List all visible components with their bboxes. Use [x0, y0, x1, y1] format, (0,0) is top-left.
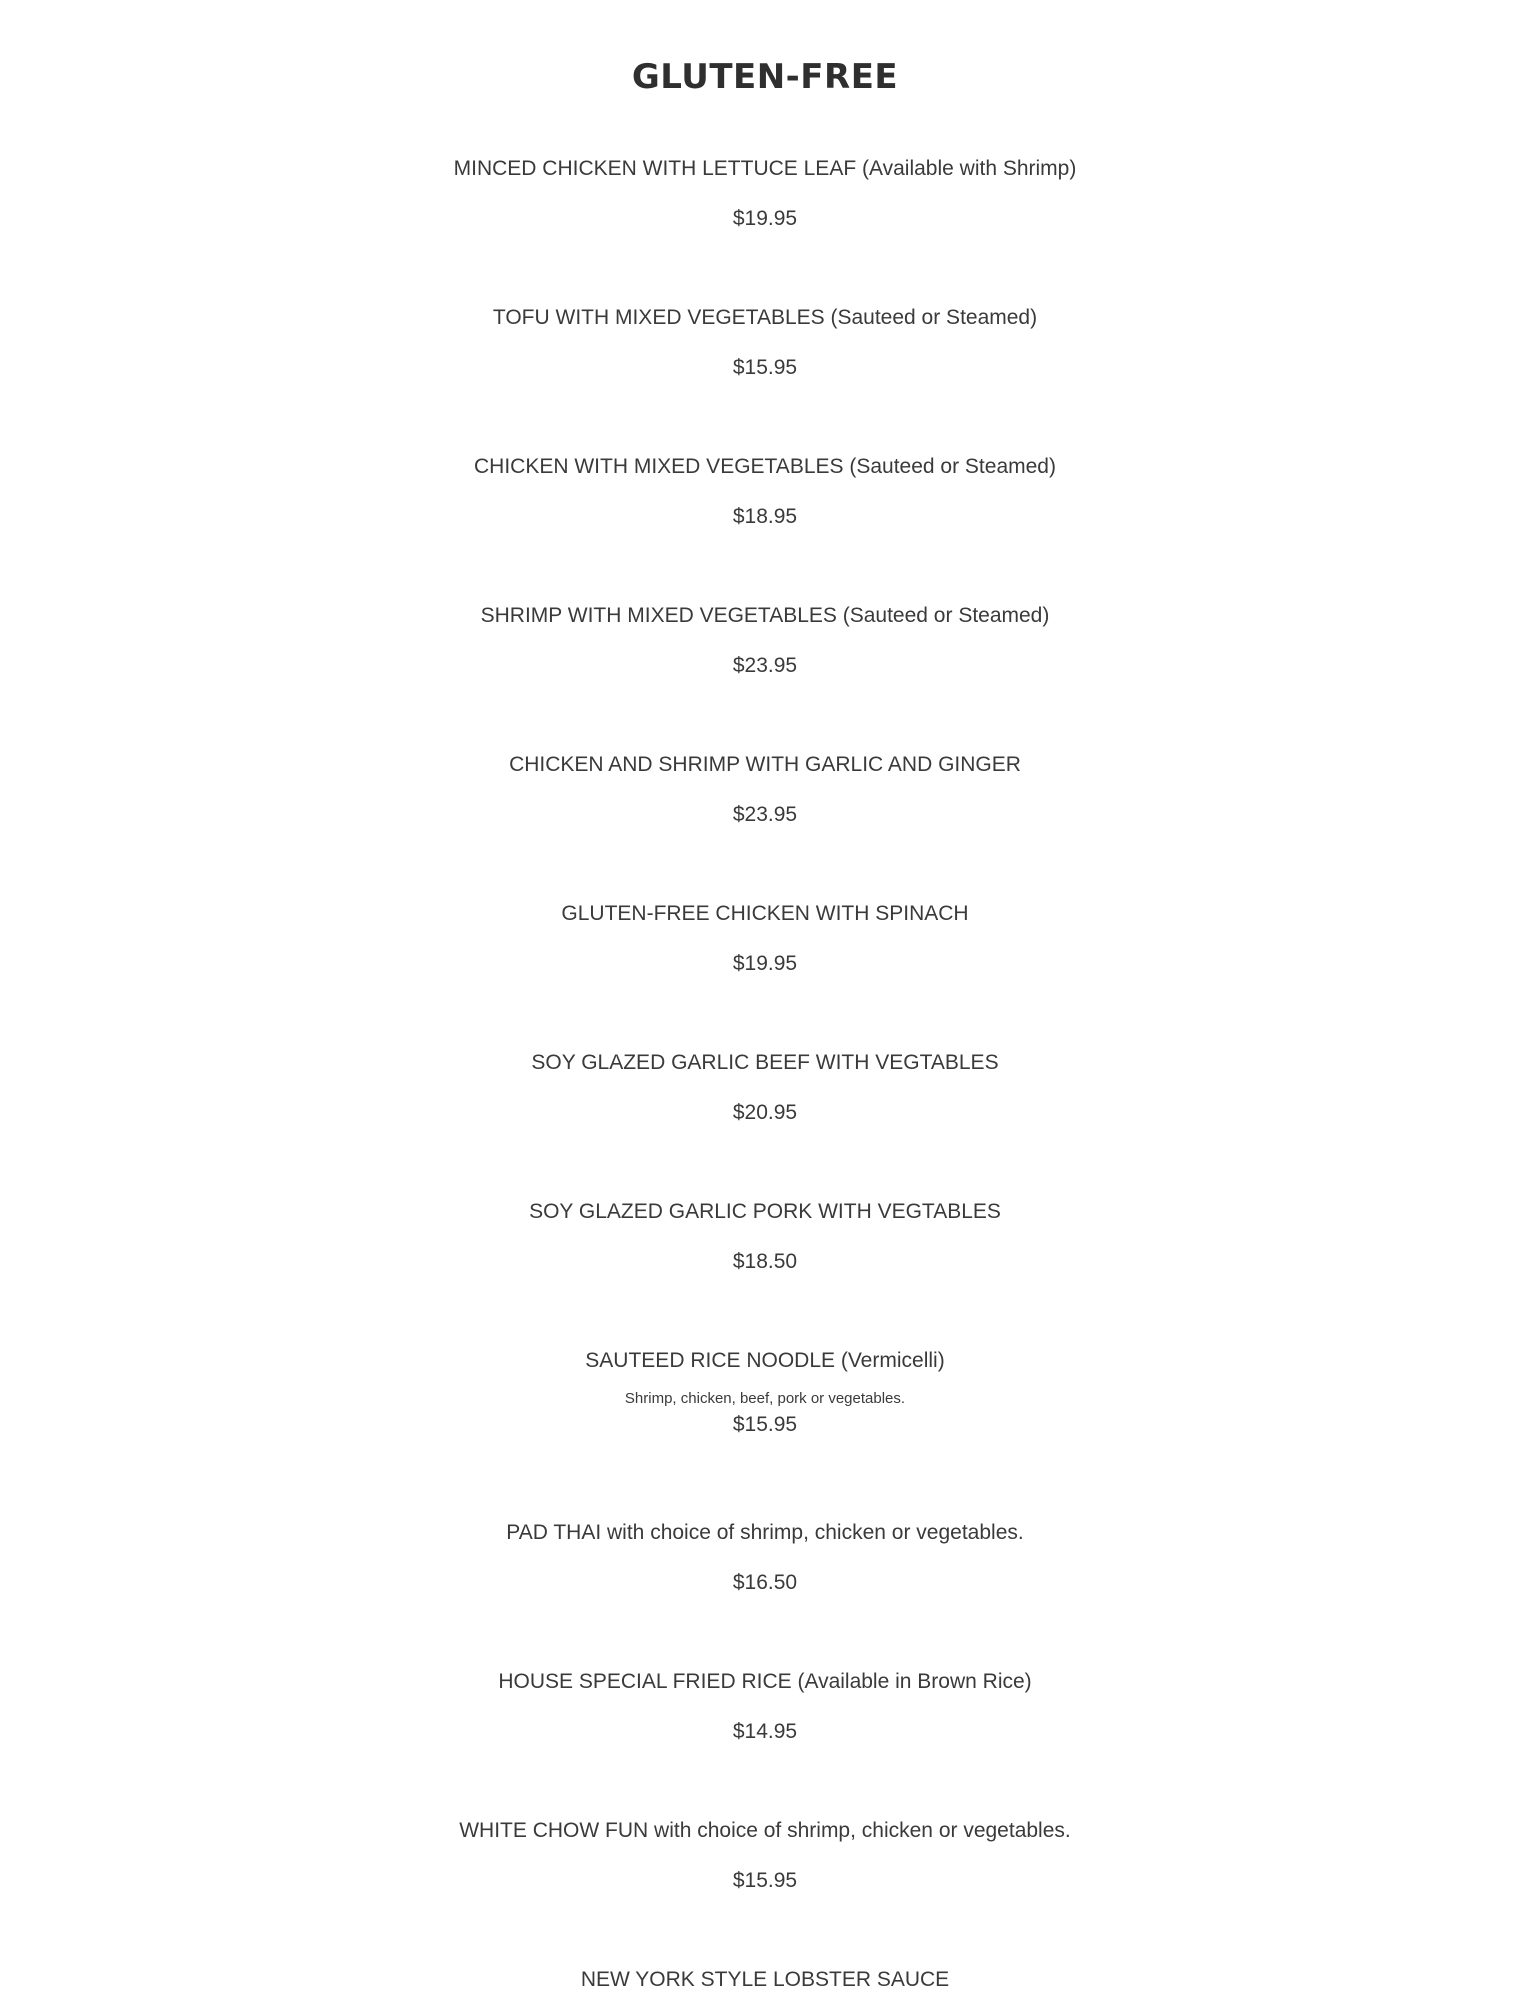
item-price: $19.95	[732, 952, 798, 975]
menu-item	[0, 155, 1530, 233]
item-name: CHICKEN AND SHRIMP WITH GARLIC AND GINGER	[509, 753, 1021, 776]
item-price: $14.95	[732, 1720, 798, 1743]
item-name: SOY GLAZED GARLIC BEEF WITH VEGTABLES	[531, 1051, 999, 1074]
menu-item	[0, 1519, 1530, 1597]
item-name: SHRIMP WITH MIXED VEGETABLES (Sauteed or Steamed)	[480, 604, 1050, 627]
menu-item	[0, 900, 1530, 978]
menu-item	[0, 602, 1530, 680]
item-price: $19.95	[732, 207, 798, 230]
menu-item	[0, 1049, 1530, 1127]
item-price: $23.95	[732, 654, 798, 677]
item-description: Shrimp, chicken, beef, pork or vegetables.	[624, 1390, 906, 1407]
item-price: $15.95	[732, 356, 798, 379]
section-title: GLUTEN-FREE	[631, 57, 899, 97]
menu-item	[0, 1347, 1530, 1439]
item-price: $18.50	[732, 1250, 798, 1273]
item-price: $23.95	[732, 803, 798, 826]
item-name: WHITE CHOW FUN with choice of shrimp, chicken or vegetables.	[459, 1819, 1071, 1842]
item-name: HOUSE SPECIAL FRIED RICE (Available in Brown Rice)	[498, 1670, 1032, 1693]
item-price: $15.95	[732, 1869, 798, 1892]
item-price: $15.95	[732, 1413, 798, 1436]
menu-item	[0, 751, 1530, 829]
item-name: MINCED CHICKEN WITH LETTUCE LEAF (Available with Shrimp)	[453, 157, 1077, 180]
item-name: SOY GLAZED GARLIC PORK WITH VEGTABLES	[529, 1200, 1001, 1223]
item-price: $18.95	[732, 505, 798, 528]
menu-item	[0, 304, 1530, 382]
item-name: CHICKEN WITH MIXED VEGETABLES (Sauteed or Steamed)	[474, 455, 1056, 478]
item-price: $20.95	[732, 1101, 798, 1124]
item-name: NEW YORK STYLE LOBSTER SAUCE	[580, 1968, 950, 1991]
item-name: TOFU WITH MIXED VEGETABLES (Sauteed or Steamed)	[492, 306, 1038, 329]
menu-item	[0, 453, 1530, 531]
item-name: GLUTEN-FREE CHICKEN WITH SPINACH	[561, 902, 969, 925]
item-name: SAUTEED RICE NOODLE (Vermicelli)	[585, 1349, 945, 1372]
menu-item	[0, 1966, 1530, 1994]
menu-item	[0, 1198, 1530, 1276]
menu-item	[0, 1817, 1530, 1895]
item-name: PAD THAI with choice of shrimp, chicken or vegetables.	[506, 1521, 1024, 1544]
item-price: $16.50	[732, 1571, 798, 1594]
menu-item	[0, 1668, 1530, 1746]
